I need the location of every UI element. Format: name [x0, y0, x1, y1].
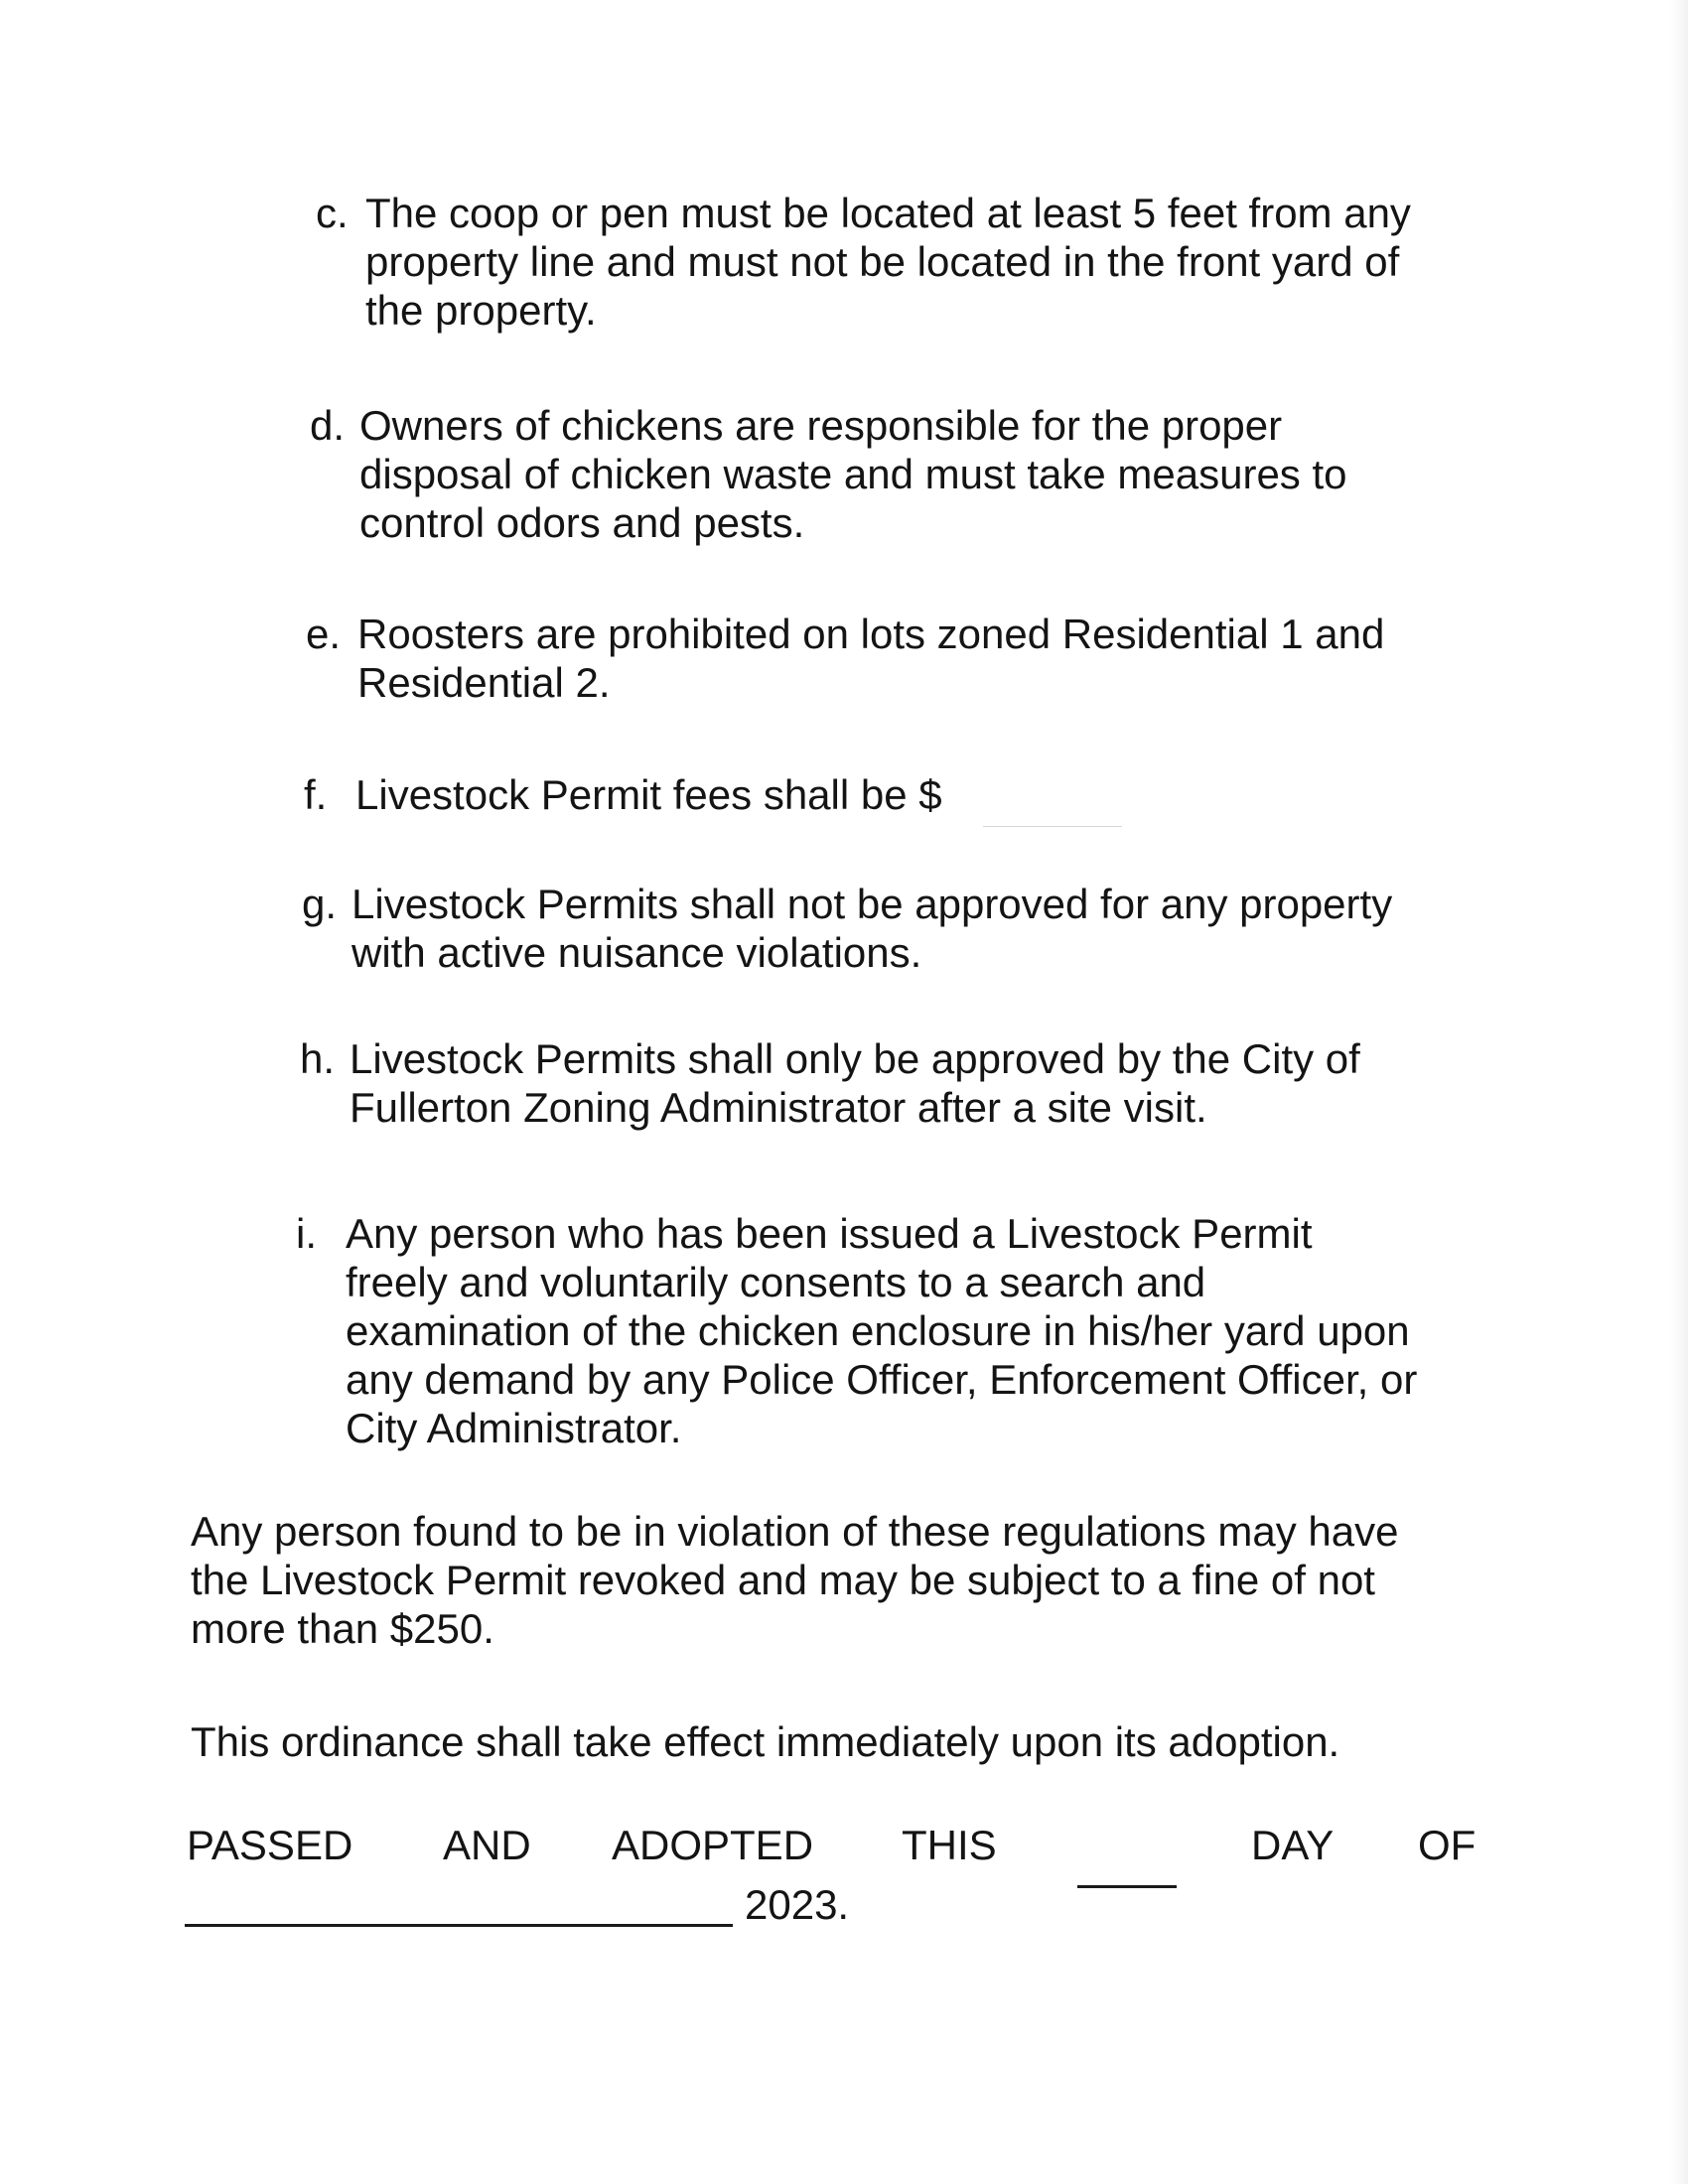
- list-item-text: [352, 880, 1392, 977]
- day-blank: [1077, 1885, 1177, 1888]
- text-line: Owners of chickens are responsible for the proper: [359, 402, 1283, 449]
- list-item-letter: h.: [300, 1035, 336, 1082]
- adopted-word: ADOPTED: [612, 1822, 814, 1868]
- effect-paragraph: This ordinance shall take effect immediately upon its adoption.: [191, 1718, 1340, 1765]
- page-edge-shadow: [1670, 0, 1688, 2184]
- list-item-letter: d.: [310, 402, 346, 449]
- text-line: the property.: [365, 287, 597, 334]
- text-line: Fullerton Zoning Administrator after a site visit.: [350, 1084, 1207, 1131]
- and-word: AND: [443, 1822, 531, 1868]
- text-line: with active nuisance violations.: [352, 929, 922, 976]
- list-item-text: [355, 770, 942, 819]
- list-item-f: [304, 770, 1495, 820]
- text-line: Residential 2.: [357, 659, 611, 706]
- list-item-letter: i.: [296, 1210, 317, 1257]
- list-item-c: [316, 189, 1507, 338]
- this-word: THIS: [902, 1822, 997, 1868]
- text-line: Livestock Permits shall only be approved by the City of: [350, 1035, 1360, 1082]
- text-line: Any person who has been issued a Livestock Permit: [346, 1210, 1313, 1257]
- text-line: The coop or pen must be located at least 5 feet from any: [365, 190, 1411, 236]
- text-line: City Administrator.: [346, 1405, 682, 1451]
- list-item-h: [300, 1034, 1491, 1134]
- fee-amount-blank: [983, 826, 1122, 827]
- day-word: DAY: [1251, 1822, 1335, 1868]
- text-line: the Livestock Permit revoked and may be subject to a fine of not: [191, 1557, 1375, 1603]
- year-text: 2023.: [745, 1881, 850, 1928]
- text-line: disposal of chicken waste and must take measures to: [359, 451, 1347, 497]
- list-item-text: [346, 1209, 1417, 1452]
- list-item-letter: e.: [306, 611, 342, 657]
- text-line: Livestock Permits shall not be approved for any property: [352, 881, 1393, 927]
- list-item-text: [359, 401, 1347, 547]
- text-line: property line and must not be located in the front yard of: [365, 238, 1400, 285]
- text-line: examination of the chicken enclosure in his/her yard upon: [346, 1307, 1410, 1354]
- of-word: OF: [1418, 1822, 1477, 1868]
- month-blank: [185, 1924, 733, 1927]
- list-item-g: [302, 880, 1493, 979]
- text-line: Livestock Permit fees shall be $: [355, 771, 942, 818]
- list-item-text: [357, 610, 1384, 707]
- list-item-letter: f.: [304, 771, 328, 818]
- list-item-d: [310, 401, 1501, 550]
- passed-adopted-line: [187, 1822, 1477, 1875]
- text-line: control odors and pests.: [359, 499, 805, 546]
- passed-word: PASSED: [187, 1822, 353, 1868]
- list-item-e: [306, 610, 1497, 709]
- text-line: any demand by any Police Officer, Enforcement Officer, or: [346, 1356, 1418, 1403]
- list-item-text: [350, 1034, 1360, 1132]
- text-line: Any person found to be in violation of these regulations may have: [191, 1508, 1399, 1555]
- text-line: more than $250.: [191, 1605, 494, 1652]
- text-line: freely and voluntarily consents to a search and: [346, 1259, 1206, 1305]
- list-item-letter: c.: [316, 190, 349, 236]
- list-item-text: [365, 189, 1411, 335]
- list-item-letter: g.: [302, 881, 338, 927]
- list-item-i: [296, 1209, 1507, 1457]
- text-line: Roosters are prohibited on lots zoned Residential 1 and: [357, 611, 1385, 657]
- violation-paragraph: [191, 1507, 1501, 1653]
